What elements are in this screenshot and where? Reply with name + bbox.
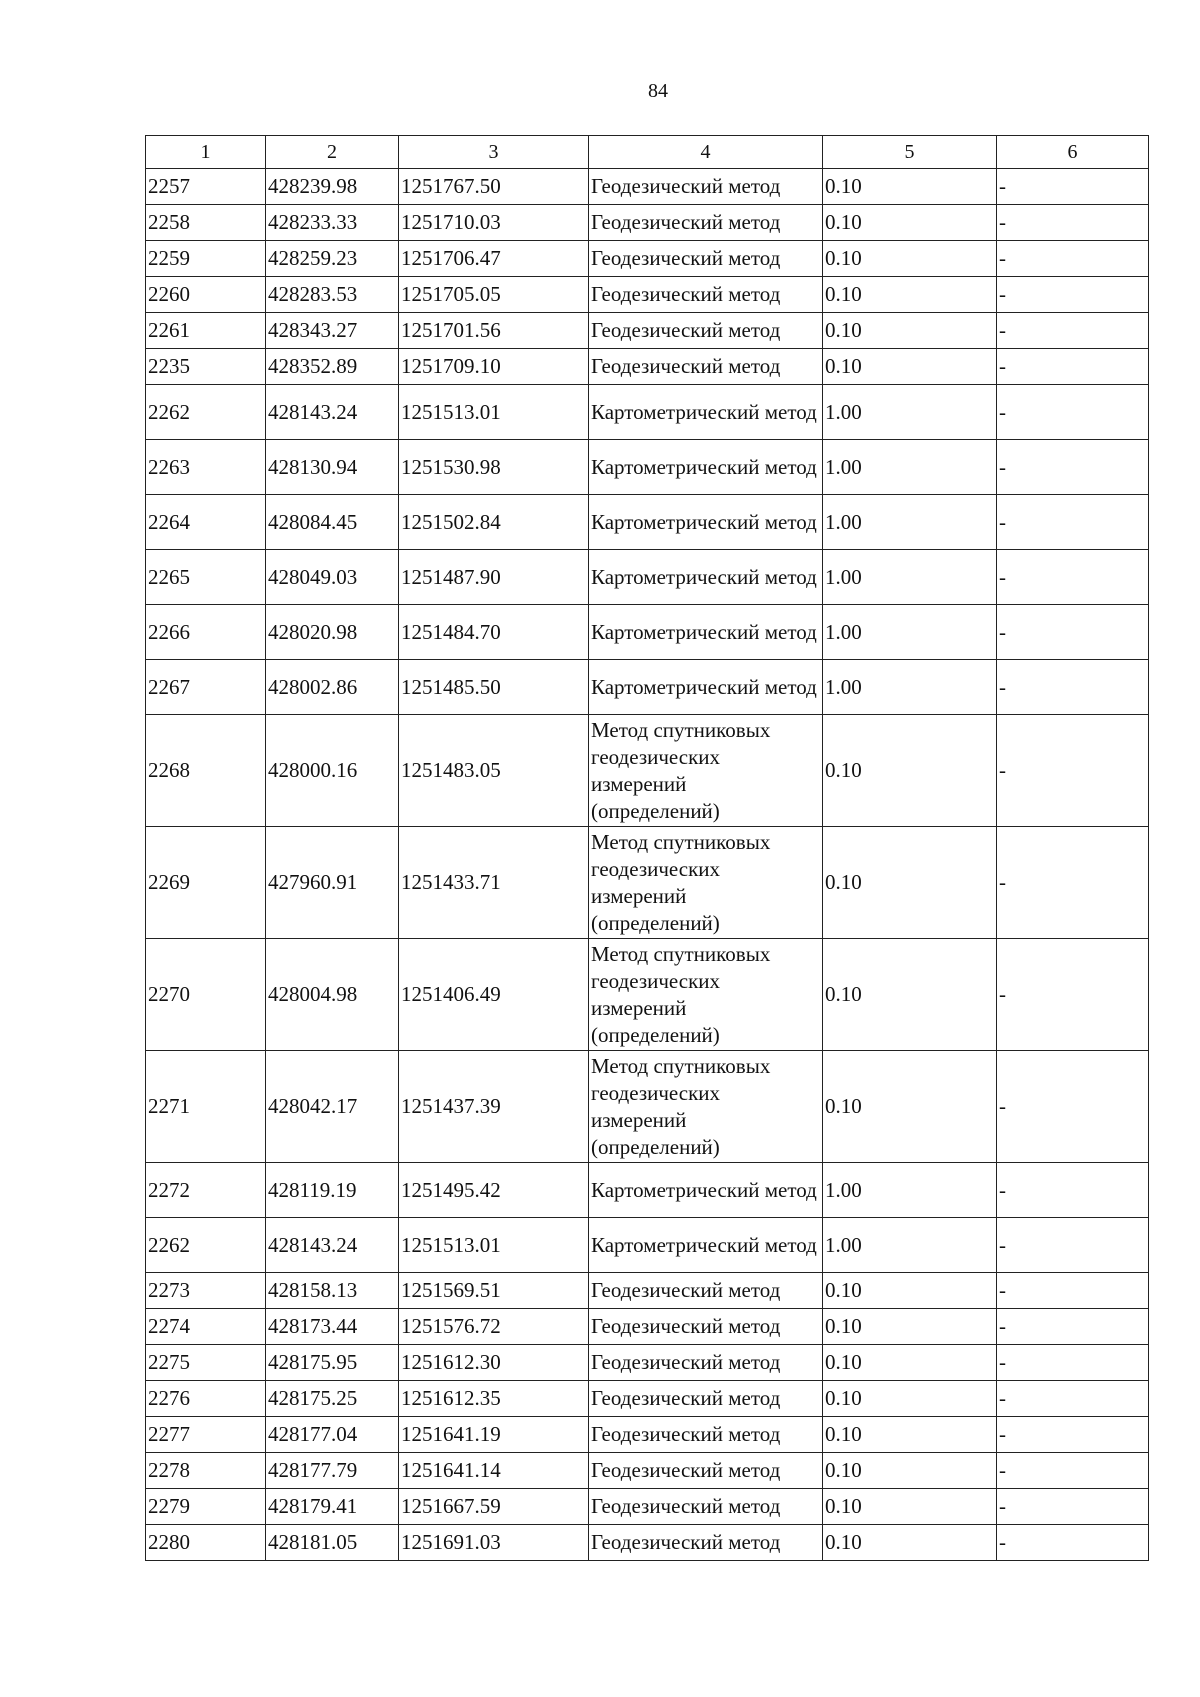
- method-cell: Геодезический метод: [589, 313, 823, 349]
- coord-y-cell: 1251705.05: [399, 277, 589, 313]
- accuracy-cell: 1.00: [823, 385, 997, 440]
- coord-x-cell: 428143.24: [266, 1218, 399, 1273]
- method-cell: Геодезический метод: [589, 1417, 823, 1453]
- coord-y-cell: 1251569.51: [399, 1273, 589, 1309]
- accuracy-cell: 0.10: [823, 1309, 997, 1345]
- column-header-4: 4: [589, 136, 823, 169]
- method-cell: Геодезический метод: [589, 241, 823, 277]
- accuracy-cell: 0.10: [823, 349, 997, 385]
- table-row: [146, 169, 1149, 205]
- coord-x-cell: 428000.16: [266, 715, 399, 827]
- note-cell: -: [997, 1525, 1149, 1561]
- coord-y-cell: 1251483.05: [399, 715, 589, 827]
- note-cell: -: [997, 939, 1149, 1051]
- method-cell: Метод спутниковых геодезических измерений (определений): [589, 715, 823, 827]
- point-number-cell: 2270: [146, 939, 266, 1051]
- accuracy-cell: 0.10: [823, 1417, 997, 1453]
- point-number-cell: 2268: [146, 715, 266, 827]
- table-row: [146, 1453, 1149, 1489]
- coord-y-cell: 1251502.84: [399, 495, 589, 550]
- table-row: [146, 1417, 1149, 1453]
- coord-y-cell: 1251709.10: [399, 349, 589, 385]
- note-cell: -: [997, 1489, 1149, 1525]
- coord-x-cell: 428158.13: [266, 1273, 399, 1309]
- table-row: [146, 440, 1149, 495]
- point-number-cell: 2271: [146, 1051, 266, 1163]
- coord-y-cell: 1251513.01: [399, 385, 589, 440]
- accuracy-cell: 0.10: [823, 1453, 997, 1489]
- method-cell: Геодезический метод: [589, 1525, 823, 1561]
- coord-y-cell: 1251710.03: [399, 205, 589, 241]
- coord-y-cell: 1251767.50: [399, 169, 589, 205]
- point-number-cell: 2273: [146, 1273, 266, 1309]
- method-cell: Геодезический метод: [589, 1489, 823, 1525]
- method-cell: Геодезический метод: [589, 1381, 823, 1417]
- note-cell: -: [997, 660, 1149, 715]
- coord-y-cell: 1251612.35: [399, 1381, 589, 1417]
- table-row: [146, 1381, 1149, 1417]
- coord-x-cell: 428259.23: [266, 241, 399, 277]
- table-row: [146, 1051, 1149, 1163]
- coord-y-cell: 1251485.50: [399, 660, 589, 715]
- coord-x-cell: 428004.98: [266, 939, 399, 1051]
- method-cell: Метод спутниковых геодезических измерений (определений): [589, 939, 823, 1051]
- table-row: [146, 277, 1149, 313]
- accuracy-cell: 0.10: [823, 169, 997, 205]
- table-row: [146, 1345, 1149, 1381]
- coord-x-cell: 428177.79: [266, 1453, 399, 1489]
- coord-x-cell: 428143.24: [266, 385, 399, 440]
- note-cell: -: [997, 349, 1149, 385]
- accuracy-cell: 1.00: [823, 660, 997, 715]
- coord-x-cell: 428049.03: [266, 550, 399, 605]
- coord-x-cell: 428173.44: [266, 1309, 399, 1345]
- coord-x-cell: 428175.95: [266, 1345, 399, 1381]
- coord-y-cell: 1251576.72: [399, 1309, 589, 1345]
- table-row: [146, 550, 1149, 605]
- note-cell: -: [997, 1051, 1149, 1163]
- coordinates-table: [145, 135, 1149, 1561]
- point-number-cell: 2269: [146, 827, 266, 939]
- method-cell: Картометрический метод: [589, 385, 823, 440]
- coord-x-cell: 428239.98: [266, 169, 399, 205]
- coord-y-cell: 1251495.42: [399, 1163, 589, 1218]
- column-header-1: 1: [146, 136, 266, 169]
- method-cell: Картометрический метод: [589, 1163, 823, 1218]
- point-number-cell: 2262: [146, 385, 266, 440]
- table-row: [146, 715, 1149, 827]
- accuracy-cell: 0.10: [823, 241, 997, 277]
- method-cell: Картометрический метод: [589, 660, 823, 715]
- note-cell: -: [997, 495, 1149, 550]
- note-cell: -: [997, 1218, 1149, 1273]
- coord-x-cell: 428042.17: [266, 1051, 399, 1163]
- method-cell: Геодезический метод: [589, 1309, 823, 1345]
- accuracy-cell: 0.10: [823, 1345, 997, 1381]
- coord-y-cell: 1251487.90: [399, 550, 589, 605]
- coord-y-cell: 1251691.03: [399, 1525, 589, 1561]
- coord-x-cell: 428084.45: [266, 495, 399, 550]
- accuracy-cell: 0.10: [823, 939, 997, 1051]
- coord-x-cell: 428130.94: [266, 440, 399, 495]
- note-cell: -: [997, 385, 1149, 440]
- note-cell: -: [997, 1273, 1149, 1309]
- point-number-cell: 2266: [146, 605, 266, 660]
- point-number-cell: 2274: [146, 1309, 266, 1345]
- column-header-3: 3: [399, 136, 589, 169]
- point-number-cell: 2277: [146, 1417, 266, 1453]
- note-cell: -: [997, 440, 1149, 495]
- point-number-cell: 2264: [146, 495, 266, 550]
- coord-x-cell: 428119.19: [266, 1163, 399, 1218]
- coord-x-cell: 428343.27: [266, 313, 399, 349]
- point-number-cell: 2235: [146, 349, 266, 385]
- table-row: [146, 660, 1149, 715]
- table-row: [146, 241, 1149, 277]
- method-cell: Геодезический метод: [589, 277, 823, 313]
- coord-y-cell: 1251433.71: [399, 827, 589, 939]
- accuracy-cell: 0.10: [823, 313, 997, 349]
- coord-y-cell: 1251406.49: [399, 939, 589, 1051]
- method-cell: Картометрический метод: [589, 495, 823, 550]
- accuracy-cell: 0.10: [823, 277, 997, 313]
- note-cell: -: [997, 1309, 1149, 1345]
- note-cell: -: [997, 169, 1149, 205]
- note-cell: -: [997, 313, 1149, 349]
- coord-x-cell: 428175.25: [266, 1381, 399, 1417]
- coord-y-cell: 1251641.19: [399, 1417, 589, 1453]
- table-row: [146, 827, 1149, 939]
- point-number-cell: 2278: [146, 1453, 266, 1489]
- column-header-6: 6: [997, 136, 1149, 169]
- coord-x-cell: 428233.33: [266, 205, 399, 241]
- coord-x-cell: 428283.53: [266, 277, 399, 313]
- coord-y-cell: 1251437.39: [399, 1051, 589, 1163]
- method-cell: Картометрический метод: [589, 440, 823, 495]
- note-cell: -: [997, 1453, 1149, 1489]
- accuracy-cell: 0.10: [823, 1525, 997, 1561]
- point-number-cell: 2280: [146, 1525, 266, 1561]
- note-cell: -: [997, 715, 1149, 827]
- coord-x-cell: 428352.89: [266, 349, 399, 385]
- point-number-cell: 2259: [146, 241, 266, 277]
- accuracy-cell: 1.00: [823, 495, 997, 550]
- coord-x-cell: 427960.91: [266, 827, 399, 939]
- coord-y-cell: 1251667.59: [399, 1489, 589, 1525]
- method-cell: Геодезический метод: [589, 1453, 823, 1489]
- table-row: [146, 313, 1149, 349]
- table-row: [146, 1525, 1149, 1561]
- note-cell: -: [997, 1381, 1149, 1417]
- table-row: [146, 1218, 1149, 1273]
- method-cell: Картометрический метод: [589, 1218, 823, 1273]
- method-cell: Метод спутниковых геодезических измерений (определений): [589, 1051, 823, 1163]
- coord-y-cell: 1251484.70: [399, 605, 589, 660]
- method-cell: Картометрический метод: [589, 605, 823, 660]
- coord-x-cell: 428181.05: [266, 1525, 399, 1561]
- method-cell: Геодезический метод: [589, 169, 823, 205]
- accuracy-cell: 0.10: [823, 1051, 997, 1163]
- point-number-cell: 2261: [146, 313, 266, 349]
- table-row: [146, 939, 1149, 1051]
- accuracy-cell: 1.00: [823, 605, 997, 660]
- point-number-cell: 2257: [146, 169, 266, 205]
- method-cell: Геодезический метод: [589, 349, 823, 385]
- accuracy-cell: 1.00: [823, 440, 997, 495]
- method-cell: Геодезический метод: [589, 1345, 823, 1381]
- coord-y-cell: 1251701.56: [399, 313, 589, 349]
- table-row: [146, 495, 1149, 550]
- point-number-cell: 2275: [146, 1345, 266, 1381]
- coord-y-cell: 1251612.30: [399, 1345, 589, 1381]
- note-cell: -: [997, 277, 1149, 313]
- note-cell: -: [997, 605, 1149, 660]
- table-header-row: [146, 136, 1149, 169]
- point-number-cell: 2263: [146, 440, 266, 495]
- method-cell: Геодезический метод: [589, 1273, 823, 1309]
- point-number-cell: 2260: [146, 277, 266, 313]
- table-row: [146, 1273, 1149, 1309]
- accuracy-cell: 0.10: [823, 1273, 997, 1309]
- coord-y-cell: 1251641.14: [399, 1453, 589, 1489]
- accuracy-cell: 0.10: [823, 1489, 997, 1525]
- note-cell: -: [997, 1417, 1149, 1453]
- method-cell: Картометрический метод: [589, 550, 823, 605]
- method-cell: Геодезический метод: [589, 205, 823, 241]
- accuracy-cell: 1.00: [823, 550, 997, 605]
- coord-x-cell: 428177.04: [266, 1417, 399, 1453]
- note-cell: -: [997, 1345, 1149, 1381]
- coord-y-cell: 1251530.98: [399, 440, 589, 495]
- coord-y-cell: 1251513.01: [399, 1218, 589, 1273]
- point-number-cell: 2279: [146, 1489, 266, 1525]
- column-header-2: 2: [266, 136, 399, 169]
- accuracy-cell: 0.10: [823, 1381, 997, 1417]
- note-cell: -: [997, 241, 1149, 277]
- note-cell: -: [997, 827, 1149, 939]
- table-row: [146, 349, 1149, 385]
- table-row: [146, 1309, 1149, 1345]
- note-cell: -: [997, 205, 1149, 241]
- method-cell: Метод спутниковых геодезических измерений (определений): [589, 827, 823, 939]
- note-cell: -: [997, 1163, 1149, 1218]
- accuracy-cell: 0.10: [823, 205, 997, 241]
- coord-x-cell: 428002.86: [266, 660, 399, 715]
- accuracy-cell: 0.10: [823, 715, 997, 827]
- point-number-cell: 2262: [146, 1218, 266, 1273]
- table-body: [146, 169, 1149, 1561]
- point-number-cell: 2276: [146, 1381, 266, 1417]
- table-row: [146, 385, 1149, 440]
- column-header-5: 5: [823, 136, 997, 169]
- page-number: 84: [648, 80, 668, 102]
- table-row: [146, 1163, 1149, 1218]
- accuracy-cell: 0.10: [823, 827, 997, 939]
- table-row: [146, 205, 1149, 241]
- accuracy-cell: 1.00: [823, 1218, 997, 1273]
- point-number-cell: 2265: [146, 550, 266, 605]
- coord-x-cell: 428179.41: [266, 1489, 399, 1525]
- point-number-cell: 2267: [146, 660, 266, 715]
- accuracy-cell: 1.00: [823, 1163, 997, 1218]
- point-number-cell: 2258: [146, 205, 266, 241]
- table-row: [146, 1489, 1149, 1525]
- note-cell: -: [997, 550, 1149, 605]
- coord-x-cell: 428020.98: [266, 605, 399, 660]
- table-row: [146, 605, 1149, 660]
- coord-y-cell: 1251706.47: [399, 241, 589, 277]
- point-number-cell: 2272: [146, 1163, 266, 1218]
